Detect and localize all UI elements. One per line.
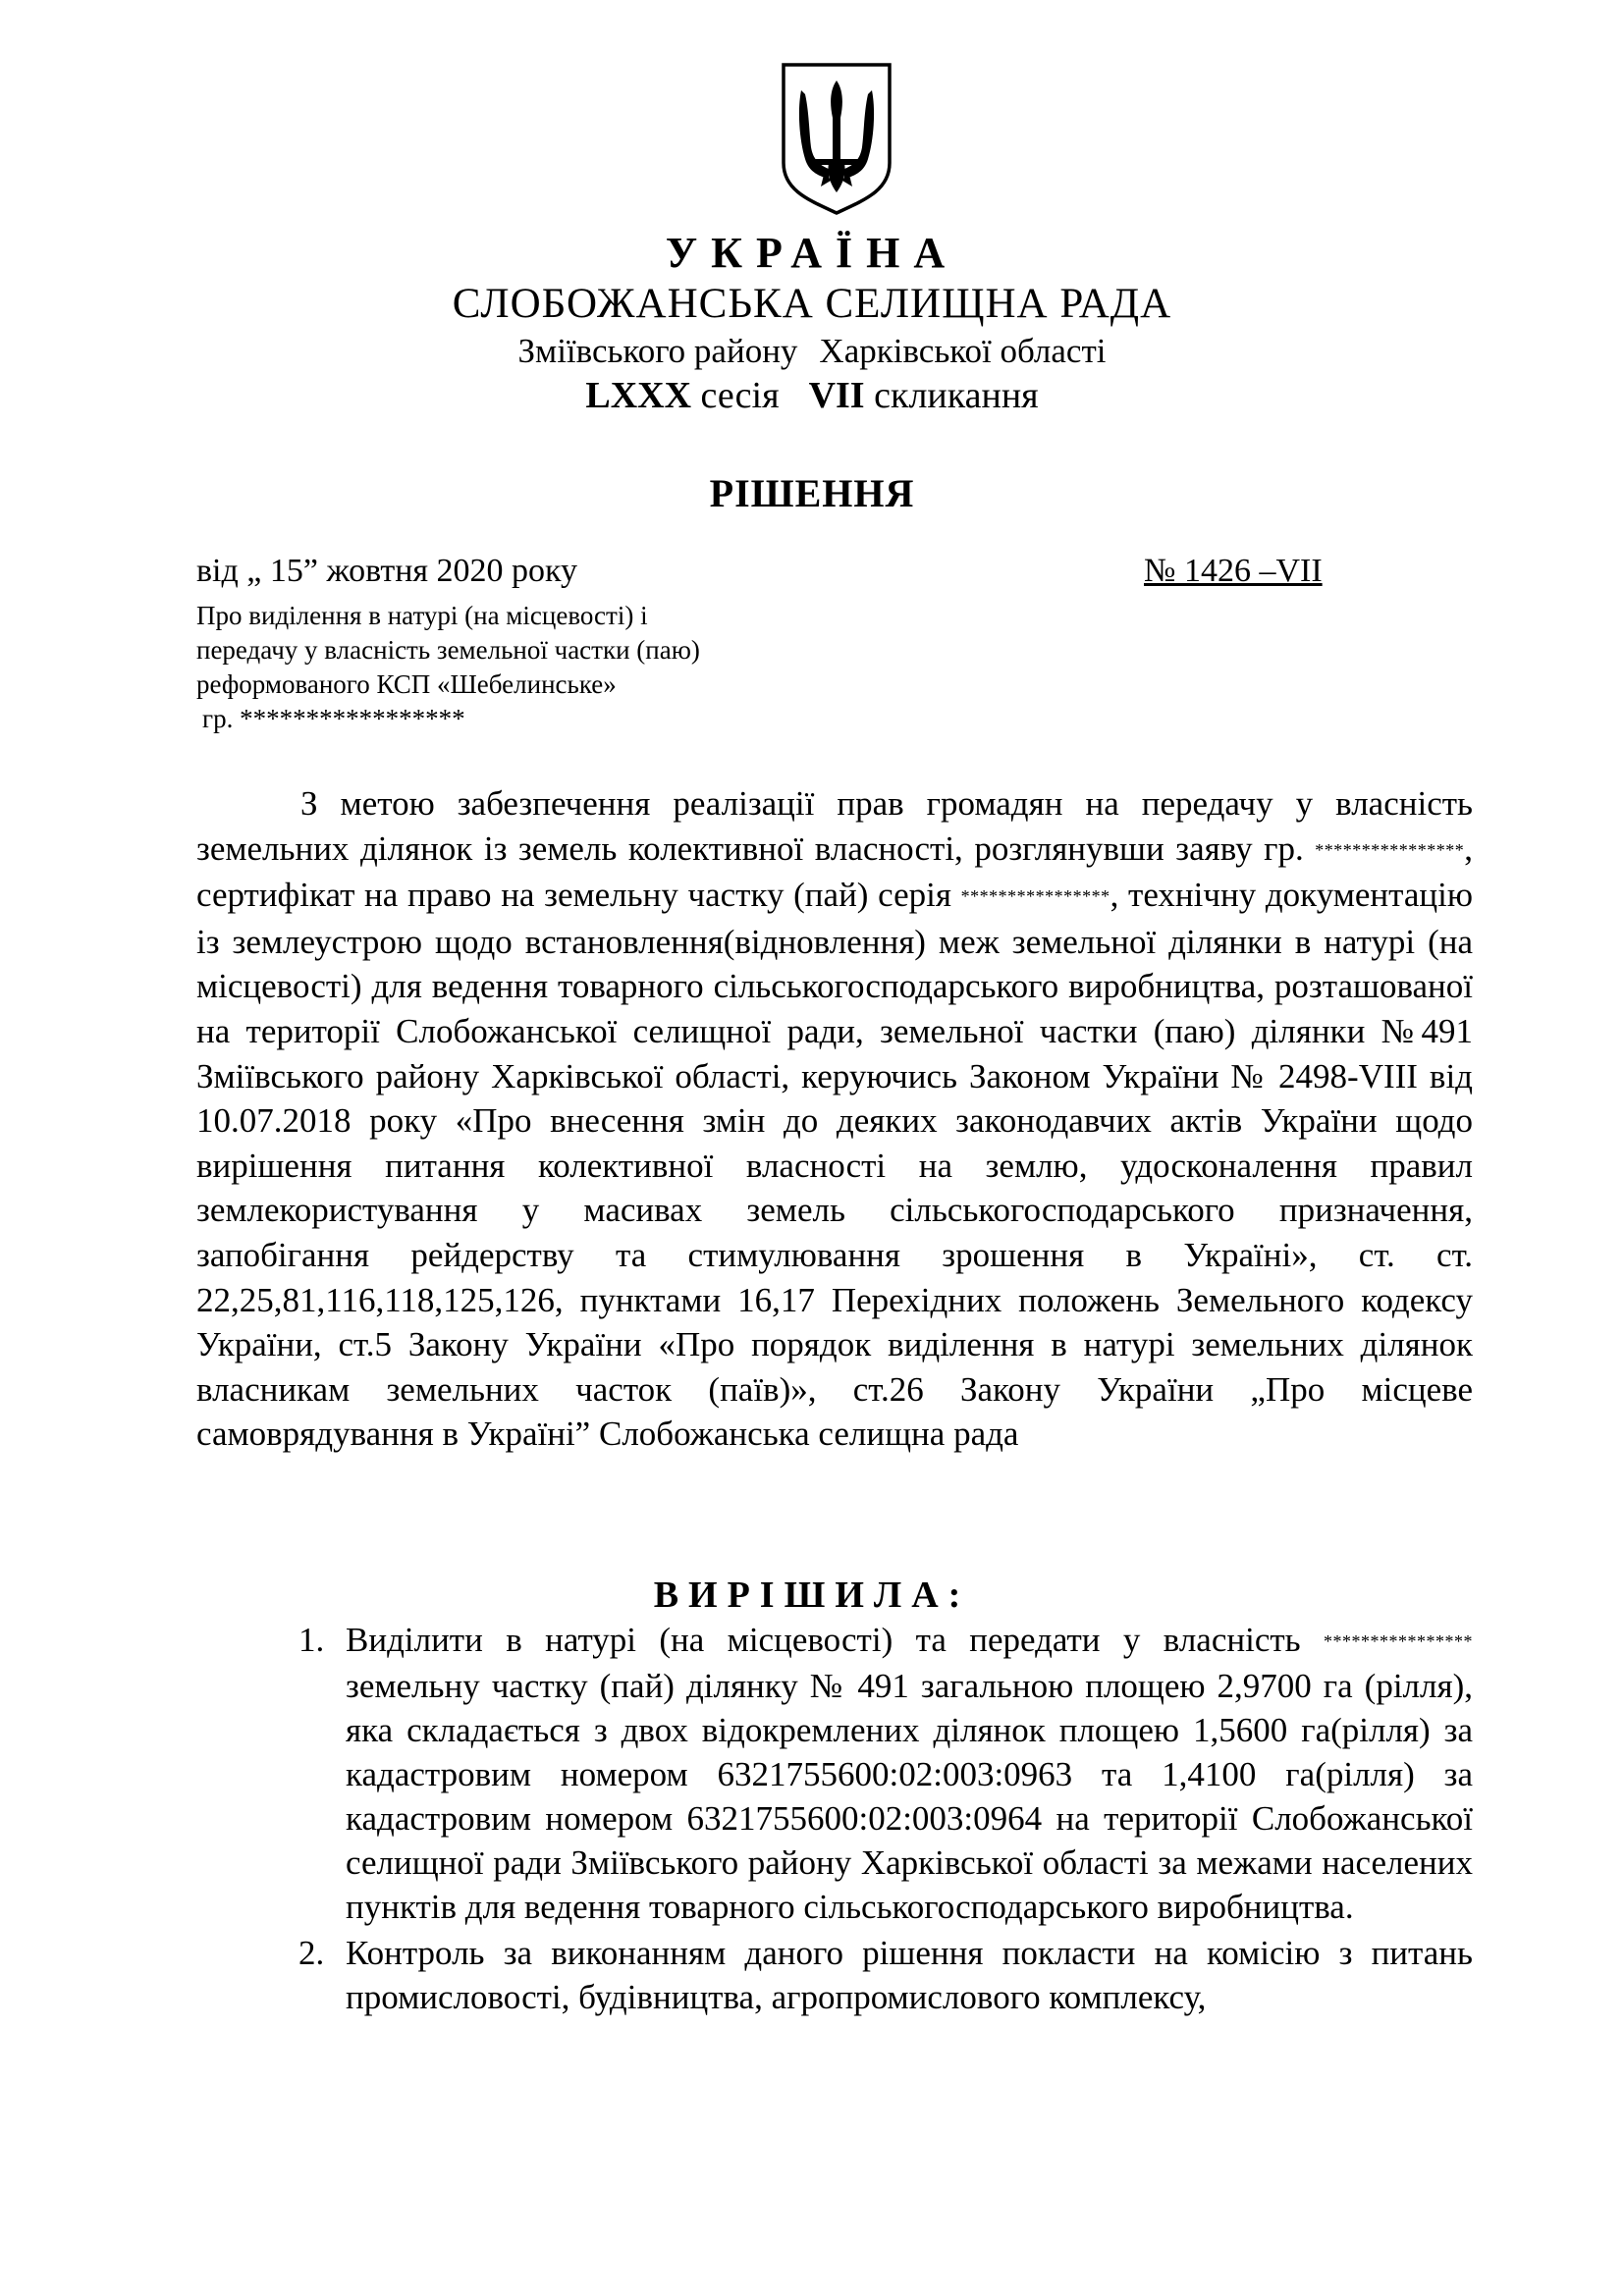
preamble-text: З метою забезпечення реалізації прав громадян на передачу у власність земельних ділянок із земель колективної власності, розглянувши заяву гр. [196,784,1473,868]
decision-date: від „ 15” жовтня 2020 року [196,553,578,589]
council-heading: СЛОБОЖАНСЬКА СЕЛИЩНА РАДА [452,281,1172,327]
region-name: Харківської області [819,332,1107,370]
item-text: Виділити в натурі (на місцевості) та передати у власність [346,1621,1301,1659]
session-line [0,373,1624,418]
masked-certificate: **************** [960,886,1110,907]
resolved-heading: ВИРІШИЛА: [653,1575,971,1616]
convocation-number: VII [808,375,865,416]
session-word: сесія [700,375,780,416]
list-item [196,1931,1473,2019]
preamble [196,781,1473,1457]
subject-line: реформованого КСП «Шебелинське» [196,669,617,699]
district-region-line [0,330,1624,373]
convocation-word: скликання [874,375,1039,416]
item-text: Контроль за виконанням даного рішення покласти на комісію з питань промисловості, будівництва, агропромислового комплексу, [346,1934,1473,2016]
list-item [196,1618,1473,1929]
preamble-text: , технічну документацію із землеустрою щодо встановлення(відновлення) меж земельної ділянки в натурі (на місцевості) для ведення товарного сільськогосподарського виробництва, розташованої на території Слобожанської селищної ради, земельної частки (паю) ділянки №491 Зміївського району Харківської області, керуючись Законом України № 2498-VIII від 10.07.2018 року «Про внесення змін до деяких законодавчих актів України щодо вирішення питання колективної власності на землю, удосконалення правил землекористування у масивах земель сільськогосподарського призначення, запобігання рейдерству та стимулювання зрошення в Україні», ст. ст. 22,25,81,116,118,125,126, пунктами 16,17 Перехідних положень Земельного кодексу України, ст.5 Закону України «Про порядок виділення в натурі земельних ділянок власникам земельних часток (паїв)», ст.26 Закону України „Про місцеве самоврядування в Україні” Слобожанська селищна рада [196,876,1473,1454]
item-text: земельну частку (пай) ділянку № 491 загальною площею 2,9700 га (рілля), яка складається з двох відокремлених ділянок площею 1,5600 га(рілля) за кадастровим номером 6321755600:02:003:0963 та 1,4100 га(рілля) за кадастровим номером 6321755600:02:003:0964 на території Слобожанської селищної ради Зміївського району Харківської області за межами населених пунктів для ведення товарного сільськогосподарського виробництва. [346,1667,1473,1926]
preamble-text: , сертифікат на право на земельну частку (пай) серія [196,828,1474,915]
decision-items [196,1618,1473,2019]
district-name: Зміївського району [517,332,798,370]
subject-line: гр. ***************** [202,704,465,733]
session-number: LXXX [585,375,692,416]
preamble-paragraph [196,781,1473,1457]
masked-name: **************** [1324,1631,1473,1651]
decision-number: № 1426 –VII [1144,553,1323,589]
item-number: 1. [298,1621,325,1659]
decision-title: РІШЕННЯ [709,471,915,515]
decision-subject [196,599,700,736]
subject-line: передачу у власність земельної частки (паю) [196,635,700,665]
subject-line: Про виділення в натурі (на місцевості) і [196,601,648,630]
item-number: 2. [298,1934,325,1972]
masked-name: **************** [1315,839,1465,860]
trident-emblem-icon [776,61,897,216]
country-heading: УКРАЇНА [665,229,959,277]
